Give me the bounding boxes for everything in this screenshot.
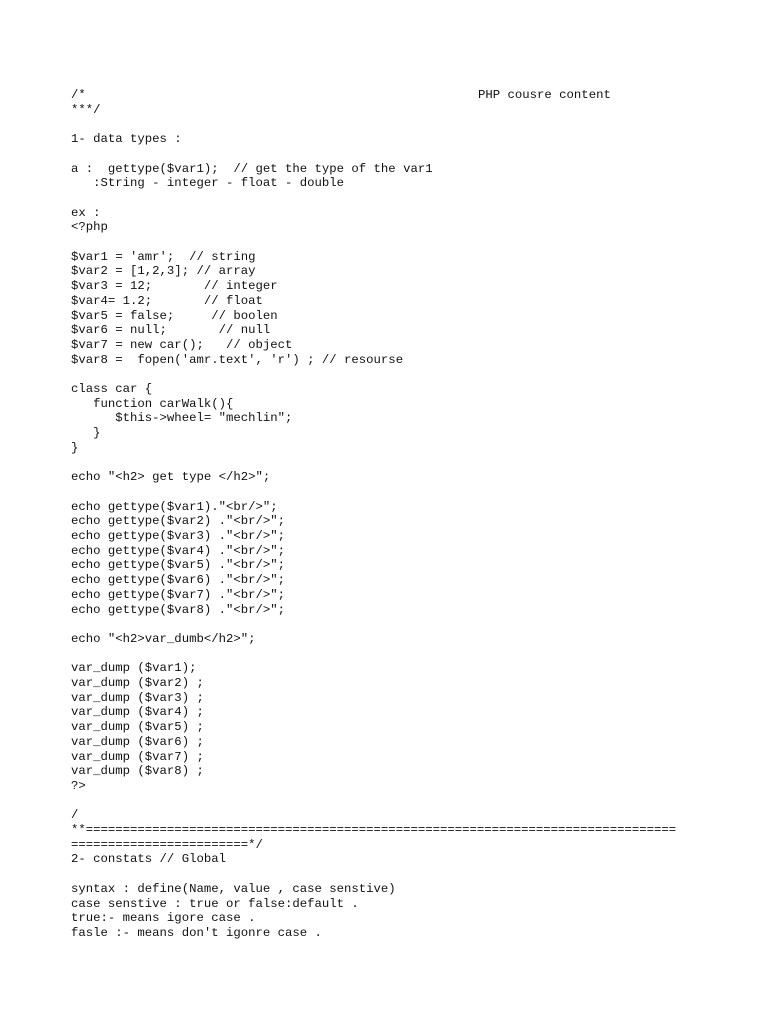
code-line: var_dump ($var6) ; [71,734,204,749]
code-line: ***/ [71,102,101,117]
code-line: var_dump ($var1); [71,661,197,676]
code-line: echo gettype($var5) ."<br/>"; [71,558,286,573]
code-line: $this->wheel= "mechlin"; [71,411,293,426]
code-line: syntax : define(Name, value , case senstive) [71,881,396,896]
code-line: 1- data types : [71,132,182,147]
code-line: echo gettype($var3) ."<br/>"; [71,529,286,543]
code-line: true:- means igore case . [71,911,256,926]
code-line: ex : [71,205,101,220]
code-line: $var6 = null; // null [71,323,271,338]
code-line: var_dump ($var8) ; [71,764,204,779]
code-line: var_dump ($var7) ; [71,749,204,764]
code-line: fasle :- means don't igonre case . [71,925,322,940]
code-line: var_dump ($var4) ; [71,705,204,720]
code-line: echo gettype($var6) ."<br/>"; [71,573,286,588]
code-line: $var8 = fopen('amr.text', 'r') ; // resourse [71,352,404,367]
code-line: ========================*/ [71,837,263,852]
code-line: $var4= 1.2; // float [71,293,263,308]
code-line: var_dump ($var3) ; [71,690,204,705]
code-line: echo gettype($var7) ."<br/>"; [71,587,286,602]
code-line: } [71,440,79,455]
code-line: <?php [71,220,108,235]
code-line: / [71,808,79,823]
code-line: function carWalk(){ [71,396,234,411]
code-line: a : gettype($var1); // get the type of the var1 [71,161,433,176]
code-line: } [71,426,101,441]
code-line: $var3 = 12; // integer [71,279,278,294]
document-header-title: PHP cousre content [478,88,611,102]
code-line: echo "<h2>var_dumb</h2>"; [71,631,256,646]
code-line: :String - integer - float - double [71,176,345,191]
code-line: ?> [71,778,86,793]
code-line: echo gettype($var1)."<br/>"; [71,499,278,514]
code-line: var_dump ($var5) ; [71,720,204,735]
code-line: echo gettype($var4) ."<br/>"; [71,543,286,558]
code-line: echo gettype($var8) ."<br/>"; [71,602,286,617]
code-line: class car { [71,382,153,396]
code-line: echo "<h2> get type </h2>"; [71,470,271,485]
code-line: $var1 = 'amr'; // string [71,249,256,264]
code-line: $var5 = false; // boolen [71,308,278,323]
code-line: /* [71,88,86,102]
code-line: **================================================================================ [71,823,677,837]
code-line: echo gettype($var2) ."<br/>"; [71,514,286,529]
code-line: case senstive : true or false:default . [71,896,359,911]
code-line: var_dump ($var2) ; [71,676,204,690]
code-line: $var7 = new car(); // object [71,337,293,352]
code-line: $var2 = [1,2,3]; // array [71,264,256,279]
code-line: 2- constats // Global [71,852,226,867]
